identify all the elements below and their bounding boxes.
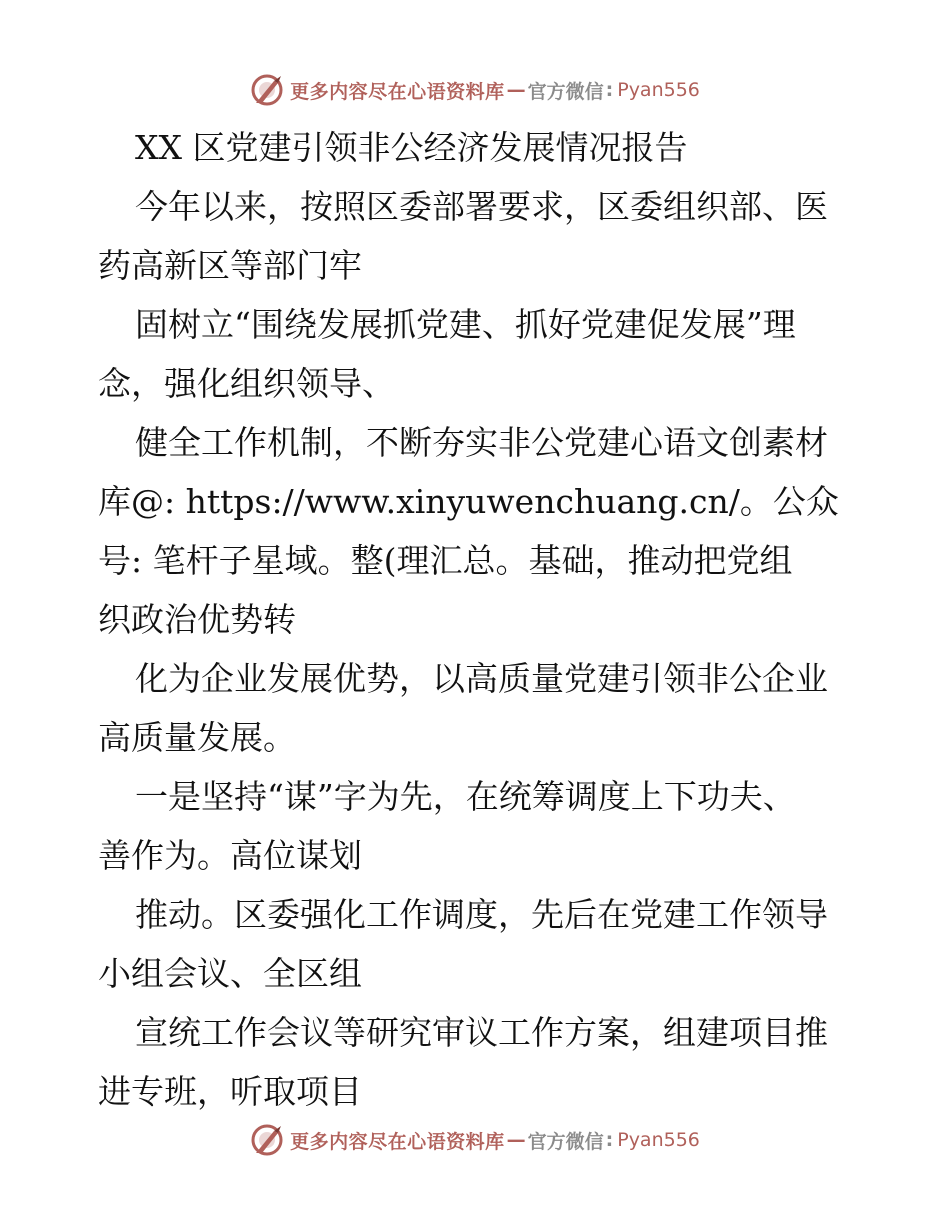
banner-dash: — — [506, 1129, 526, 1151]
quill-circle-logo-icon — [250, 73, 284, 107]
paragraph-line: 号: 笔杆子星域。整(理汇总。基础，推动把党组 — [98, 541, 793, 580]
paragraph-line: 药高新区等部门牢 — [98, 246, 362, 285]
paragraph-line: 织政治优势转 — [98, 600, 296, 639]
banner-separator: : — [605, 79, 614, 101]
paragraph-line: 小组会议、全区组 — [98, 954, 362, 993]
paragraph-line: 高质量发展。 — [98, 718, 296, 757]
paragraph-line: 宣统工作会议等研究审议工作方案，组建项目推 — [135, 1013, 828, 1052]
paragraph-line: 固树立“围绕发展抓党建、抓好党建促发展”理 — [135, 305, 796, 344]
paragraph-line: 一是坚持“谋”字为先，在统筹调度上下功夫、 — [135, 777, 796, 816]
footer-banner — [0, 1120, 950, 1160]
document-body — [98, 118, 858, 1121]
banner-wechat-id: Pyan556 — [617, 79, 700, 101]
document-title: XX 区党建引领非公经济发展情况报告 — [135, 128, 688, 167]
paragraph-line: 今年以来，按照区委部署要求，区委组织部、医 — [135, 187, 828, 226]
paragraph-line: 推动。区委强化工作调度，先后在党建工作领导 — [135, 895, 828, 934]
paragraph-line: 进专班，听取项目 — [98, 1072, 362, 1111]
paragraph-line: 化为企业发展优势，以高质量党建引领非公企业 — [135, 659, 828, 698]
banner-dash: — — [506, 79, 526, 101]
banner-official-text: 官方微信 — [527, 80, 604, 103]
paragraph-line: 善作为。高位谋划 — [98, 836, 362, 875]
banner-brand-text: 更多内容尽在心语资料库 — [290, 1130, 505, 1153]
paragraph-line-url: 库@: https://www.xinyuwenchuang.cn/。公众 — [98, 482, 839, 521]
banner-wechat-id: Pyan556 — [617, 1129, 700, 1151]
banner-official-text: 官方微信 — [527, 1130, 604, 1153]
paragraph-line: 念，强化组织领导、 — [98, 364, 395, 403]
quill-circle-logo-icon — [250, 1123, 284, 1157]
banner-separator: : — [605, 1129, 614, 1151]
banner-brand-text: 更多内容尽在心语资料库 — [290, 80, 505, 103]
header-banner — [0, 70, 950, 110]
paragraph-line: 健全工作机制，不断夯实非公党建心语文创素材 — [135, 423, 828, 462]
